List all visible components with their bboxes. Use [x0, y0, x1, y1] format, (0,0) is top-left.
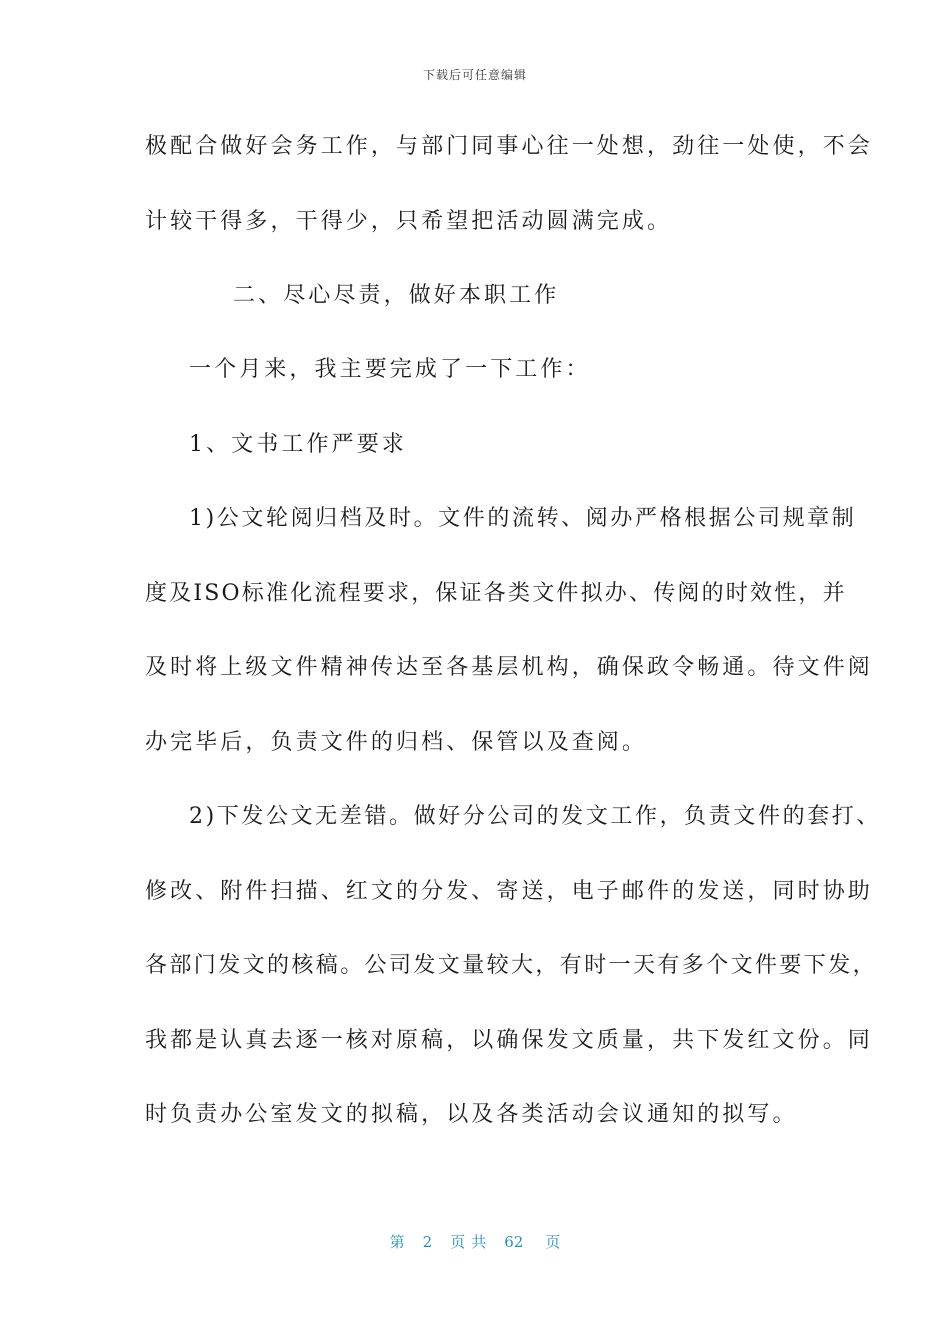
body-line-7: 度及ISO标准化流程要求，保证各类文件拟办、传阅的时效性，并 — [145, 581, 847, 606]
footer-page-label: 页 — [450, 1233, 466, 1251]
page-header: 下载后可任意编辑 — [422, 68, 527, 82]
body-line-13: 我都是认真去逐一核对原稿，以确保发文质量，共下发红文份。同 — [145, 1028, 873, 1053]
body-line-12: 各部门发文的核稿。公司发文量较大，有时一天有多个文件要下发， — [145, 953, 878, 978]
page-footer — [0, 1231, 950, 1252]
footer-total-label: 共 — [471, 1233, 487, 1251]
footer-total-pages: 62 — [504, 1233, 524, 1251]
body-line-4: 一个月来，我主要完成了一下工作： — [189, 357, 591, 382]
body-line-6: 1)公文轮阅归档及时。文件的流转、阅办严格根据公司规章制 — [189, 506, 857, 531]
body-line-1: 极配合做好会务工作，与部门同事心往一处想，劲往一处使，不会 — [145, 134, 873, 159]
body-line-2: 计较干得多，干得少，只希望把活动圆满完成。 — [145, 209, 673, 234]
footer-page-number: 2 — [422, 1233, 433, 1251]
body-line-14: 时负责办公室发文的拟稿，以及各类活动会议通知的拟写。 — [145, 1102, 798, 1127]
body-line-11: 修改、附件扫描、红文的分发、寄送，电子邮件的发送，同时协助 — [145, 879, 873, 904]
body-line-9: 办完毕后，负责文件的归档、保管以及查阅。 — [145, 730, 648, 755]
footer-suffix: 页 — [545, 1233, 561, 1251]
body-line-10: 2)下发公文无差错。做好分公司的发文工作，负责文件的套打、 — [189, 804, 881, 829]
body-line-8: 及时将上级文件精神传达至各基层机构，确保政令畅通。待文件阅 — [145, 655, 873, 680]
subsection-heading: 1、文书工作严要求 — [189, 432, 407, 457]
footer-prefix: 第 — [389, 1233, 405, 1251]
section-heading: 二、尽心尽责，做好本职工作 — [233, 283, 560, 308]
